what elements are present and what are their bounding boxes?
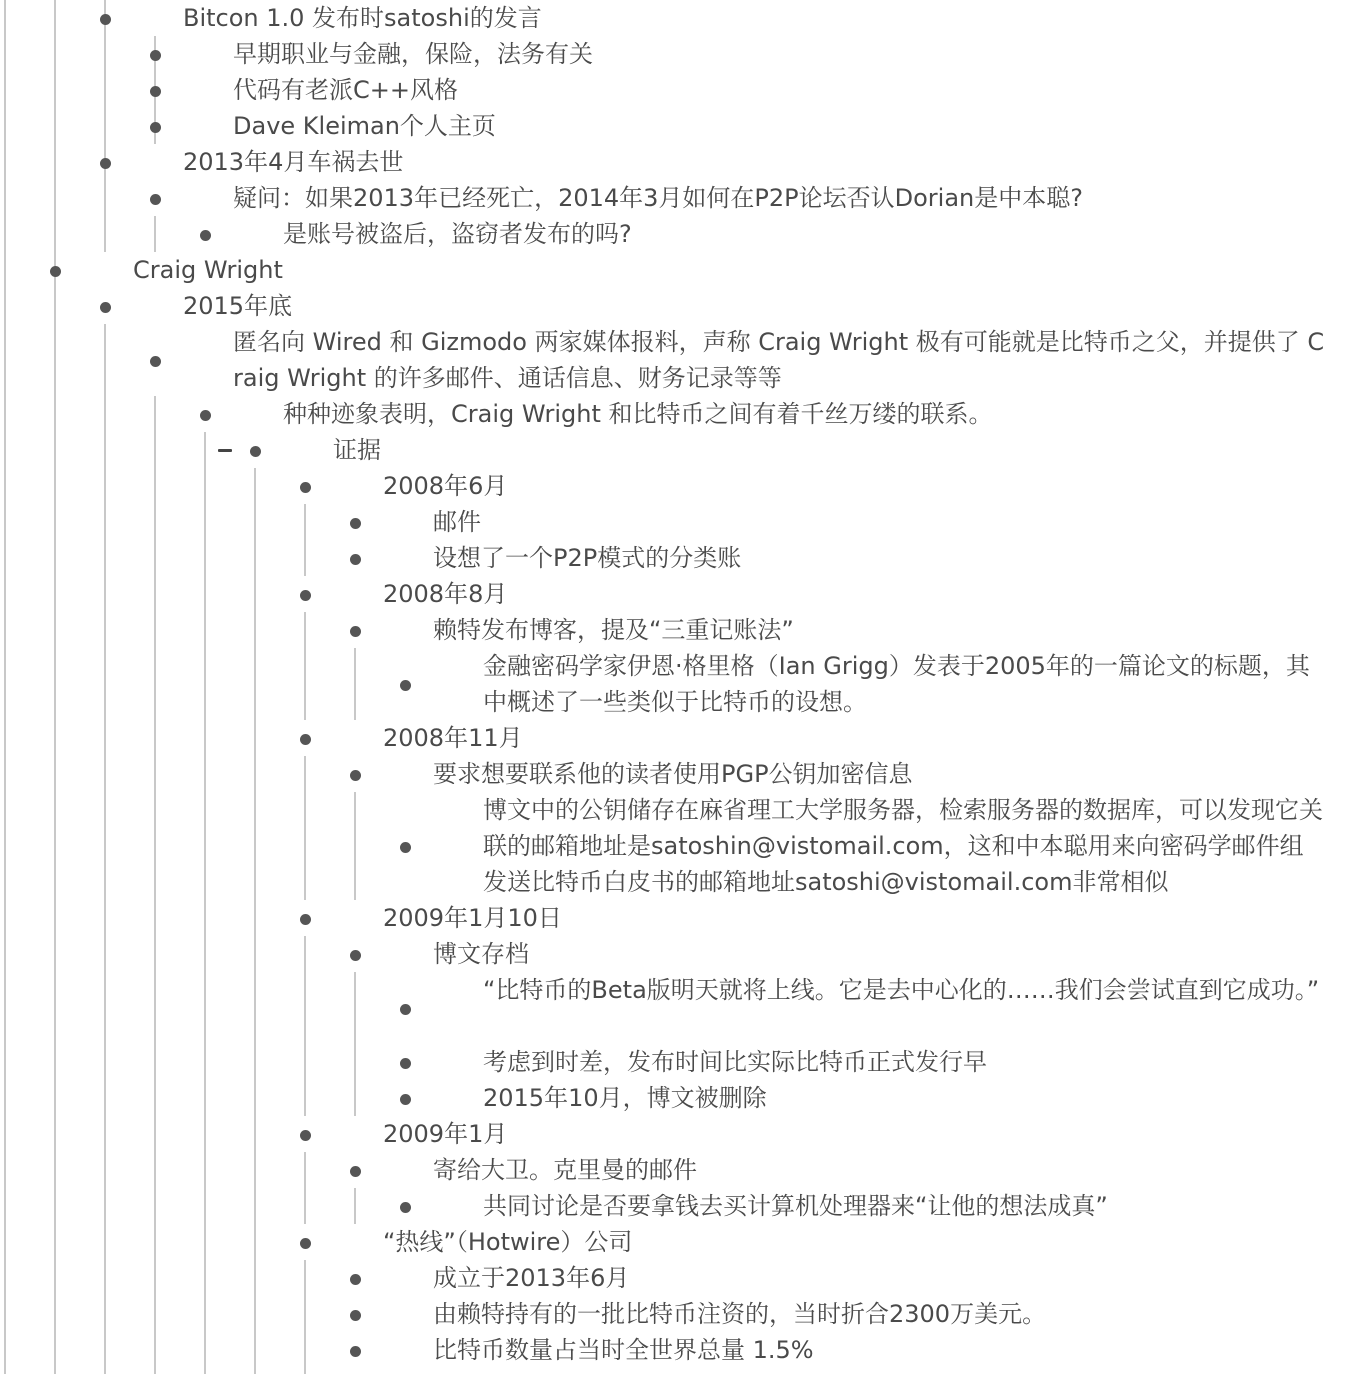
outline-item[interactable]	[0, 648, 1368, 720]
outline-item-text[interactable]: 是账号被盗后，盗窃者发布的吗?	[283, 220, 632, 248]
outline-item-text[interactable]: Bitcon 1.0 发布时satoshi的发言	[183, 4, 542, 32]
outline-item[interactable]	[0, 72, 1368, 108]
outline-item[interactable]	[0, 108, 1368, 144]
outline-bullet[interactable]	[300, 1130, 311, 1141]
outline-item-text[interactable]: 寄给大卫。克里曼的邮件	[433, 1156, 697, 1184]
outline-item-text[interactable]: 种种迹象表明，Craig Wright 和比特币之间有着千丝万缕的联系。	[283, 400, 993, 428]
outline-item[interactable]	[0, 1296, 1368, 1332]
outline-bullet[interactable]	[350, 1166, 361, 1177]
outline-item[interactable]	[0, 36, 1368, 72]
outline-item-text[interactable]: 考虑到时差，发布时间比实际比特币正式发行早	[483, 1048, 987, 1076]
outline-bullet[interactable]	[400, 1004, 411, 1015]
outline-bullet[interactable]	[350, 950, 361, 961]
outline-item-text[interactable]: Dave Kleiman个人主页	[233, 112, 496, 140]
outline-item[interactable]	[0, 1116, 1368, 1152]
outline-bullet[interactable]	[150, 356, 161, 367]
outline-bullet[interactable]	[400, 842, 411, 853]
outline-item[interactable]	[0, 900, 1368, 936]
outline-item-text[interactable]: 要求想要联系他的读者使用PGP公钥加密信息	[433, 760, 913, 788]
outline-item[interactable]	[0, 324, 1368, 396]
collapse-toggle-icon[interactable]	[218, 449, 232, 452]
outline-bullet[interactable]	[350, 554, 361, 565]
outline-item[interactable]	[0, 936, 1368, 972]
outline-bullet[interactable]	[300, 1238, 311, 1249]
outline-item-text[interactable]: 博文中的公钥储存在麻省理工大学服务器，检索服务器的数据库，可以发现它关联的邮箱地址是satoshin@vistomail.com，这和中本聪用来向密码学邮件组发送比特币白皮书的邮箱地址satoshi@vistomail.com非常相似	[483, 796, 1323, 896]
outline-item-text[interactable]: 2015年10月，博文被删除	[483, 1084, 767, 1112]
outline-item[interactable]	[0, 468, 1368, 504]
outline-item[interactable]	[0, 1224, 1368, 1260]
outline-bullet[interactable]	[350, 1310, 361, 1321]
outline-item-text[interactable]: 共同讨论是否要拿钱去买计算机处理器来“让他的想法成真”	[483, 1192, 1108, 1220]
outline-bullet[interactable]	[400, 1202, 411, 1213]
outline-item[interactable]	[0, 432, 1368, 468]
outline-item[interactable]	[0, 1260, 1368, 1296]
outline-item[interactable]	[0, 612, 1368, 648]
outline-bullet[interactable]	[350, 518, 361, 529]
outline-item[interactable]	[0, 720, 1368, 756]
outline-bullet[interactable]	[200, 410, 211, 421]
outline-item-text[interactable]: 设想了一个P2P模式的分类账	[433, 544, 742, 572]
outline-item-text[interactable]: 2009年1月10日	[383, 904, 562, 932]
outline-item-text[interactable]: 代码有老派C++风格	[233, 76, 458, 104]
outline-item-text[interactable]: 邮件	[433, 508, 481, 536]
outline-item[interactable]	[0, 792, 1368, 900]
outline-bullet[interactable]	[350, 770, 361, 781]
outline-item[interactable]	[0, 1080, 1368, 1116]
outline-bullet[interactable]	[150, 86, 161, 97]
outline-item-text[interactable]: “比特币的Beta版明天就将上线。它是去中心化的……我们会尝试直到它成功。”	[483, 976, 1320, 1004]
outline-bullet[interactable]	[300, 914, 311, 925]
outline-bullet[interactable]	[300, 590, 311, 601]
outline-item[interactable]	[0, 1044, 1368, 1080]
outline-item-text[interactable]: 由赖特持有的一批比特币注资的，当时折合2300万美元。	[433, 1300, 1047, 1328]
outline-item[interactable]	[0, 396, 1368, 432]
outline-item[interactable]	[0, 1152, 1368, 1188]
outline-bullet[interactable]	[400, 1058, 411, 1069]
outline-item-text[interactable]: 2013年4月车祸去世	[183, 148, 404, 176]
outline-bullet[interactable]	[50, 266, 61, 277]
outline-item[interactable]	[0, 252, 1368, 288]
outline-bullet[interactable]	[350, 1274, 361, 1285]
outline-item-text[interactable]: 匿名向 Wired 和 Gizmodo 两家媒体报料，声称 Craig Wright 极有可能就是比特币之父，并提供了 Craig Wright 的许多邮件、通话信息、财务记录等等	[233, 328, 1325, 392]
outline-item-text[interactable]: 2015年底	[183, 292, 293, 320]
outline-item-text[interactable]: 2009年1月	[383, 1120, 508, 1148]
outline-item-text[interactable]: 博文存档	[433, 940, 529, 968]
outline-item-text[interactable]: 2008年6月	[383, 472, 508, 500]
outline-item[interactable]	[0, 288, 1368, 324]
outline-item[interactable]	[0, 0, 1368, 36]
outline-item[interactable]	[0, 180, 1368, 216]
outline-item-text[interactable]: 2008年8月	[383, 580, 508, 608]
outline-bullet[interactable]	[150, 50, 161, 61]
outline-bullet[interactable]	[400, 1094, 411, 1105]
outline-bullet[interactable]	[100, 14, 111, 25]
outline-item-text[interactable]: 证据	[333, 436, 381, 464]
outline-item-text[interactable]: 2008年11月	[383, 724, 523, 752]
outline-item[interactable]	[0, 144, 1368, 180]
outline-item-text[interactable]: 比特币数量占当时全世界总量 1.5%	[433, 1336, 814, 1364]
outline-item-text[interactable]: 成立于2013年6月	[433, 1264, 630, 1292]
outline-item[interactable]	[0, 972, 1368, 1044]
outline-bullet[interactable]	[350, 1346, 361, 1357]
outline-bullet[interactable]	[300, 734, 311, 745]
outline-item[interactable]	[0, 576, 1368, 612]
outline-bullet[interactable]	[300, 482, 311, 493]
outline-item[interactable]	[0, 540, 1368, 576]
outline-item[interactable]	[0, 1332, 1368, 1368]
outline-bullet[interactable]	[150, 122, 161, 133]
outline-item-text[interactable]: 早期职业与金融，保险，法务有关	[233, 40, 593, 68]
outline-item-text[interactable]: Craig Wright	[133, 256, 283, 284]
outline-item[interactable]	[0, 1188, 1368, 1224]
outline-bullet[interactable]	[100, 302, 111, 313]
outline-bullet[interactable]	[250, 446, 261, 457]
outline-bullet[interactable]	[350, 626, 361, 637]
outline-item-text[interactable]: 金融密码学家伊恩·格里格（Ian Grigg）发表于2005年的一篇论文的标题，其中概述了一些类似于比特币的设想。	[483, 652, 1310, 716]
outline-item-text[interactable]: 赖特发布博客，提及“三重记账法”	[433, 616, 794, 644]
outline-item-text[interactable]: 疑问：如果2013年已经死亡，2014年3月如何在P2P论坛否认Dorian是中本聪?	[233, 184, 1083, 212]
outline-item[interactable]	[0, 756, 1368, 792]
outline-item[interactable]	[0, 504, 1368, 540]
outline-bullet[interactable]	[400, 680, 411, 691]
outline-item[interactable]	[0, 216, 1368, 252]
outline-bullet[interactable]	[100, 158, 111, 169]
outline-item-text[interactable]: “热线”（Hotwire）公司	[383, 1228, 633, 1256]
outline-bullet[interactable]	[200, 230, 211, 241]
outline-bullet[interactable]	[150, 194, 161, 205]
